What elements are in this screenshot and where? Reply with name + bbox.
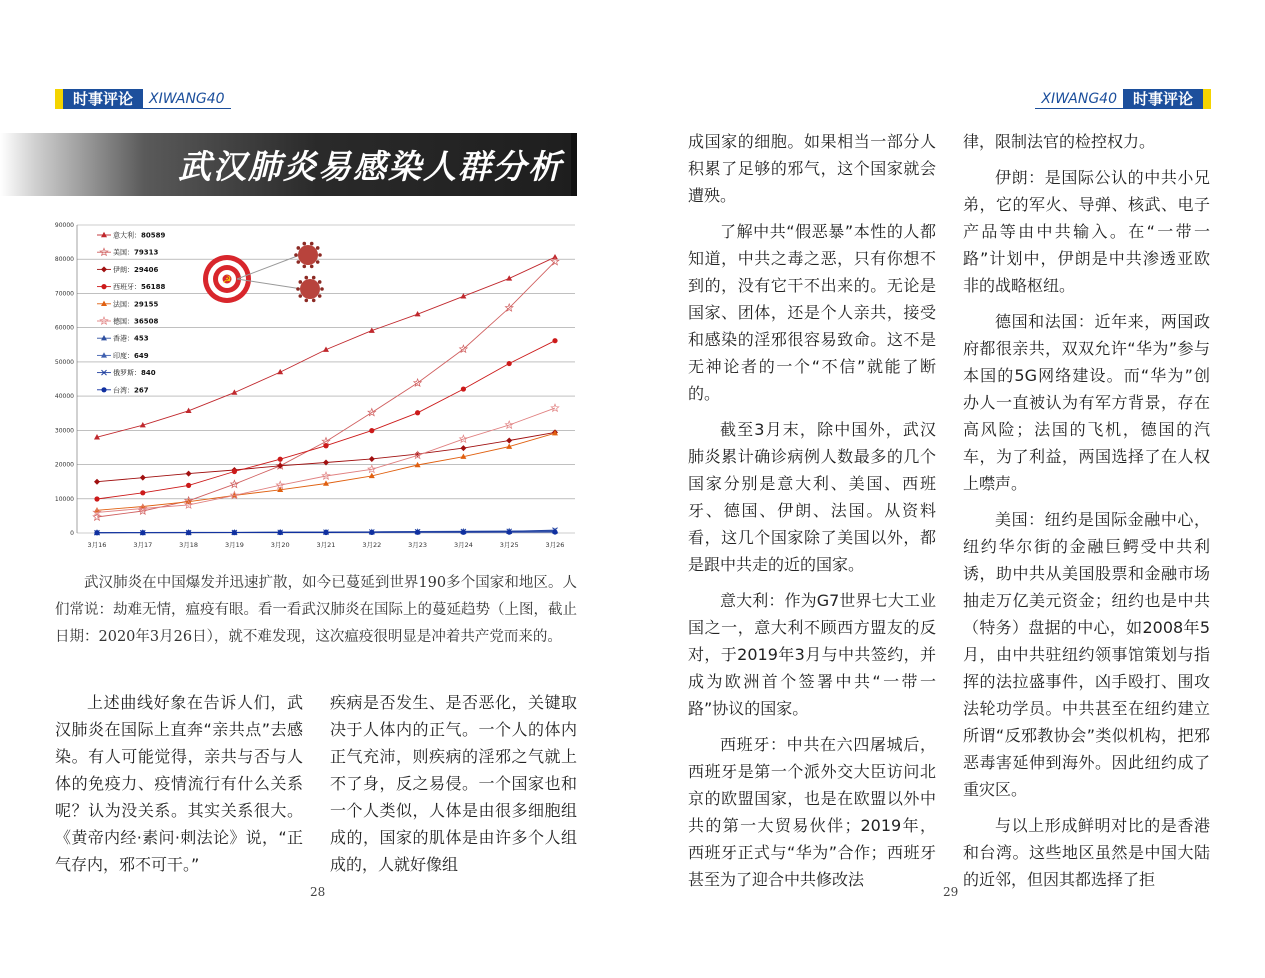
legend-label: 香港：453	[113, 334, 149, 343]
section-label: 时事评论	[1123, 89, 1203, 109]
legend-label: 德国：36508	[113, 317, 159, 326]
virus-spike	[318, 280, 322, 284]
data-point	[552, 338, 557, 343]
paragraph: 德国和法国：近年来，两国政府都很亲共，双双允许“华为”参与本国的5G网络建设。而“华为”创办人一直被认为有军方背景，存在高风险；法国的飞机，德国的汽车，为了利益，两国选择了在人权上噤声。	[963, 312, 1210, 493]
y-tick-label: 70000	[55, 290, 74, 298]
series-line	[97, 262, 555, 517]
data-point	[101, 335, 107, 340]
section-header-right	[1035, 88, 1211, 110]
x-tick-label: 3月19	[224, 541, 244, 549]
legend-label: 法国：29155	[113, 300, 159, 309]
x-tick-label: 3月23	[408, 541, 428, 549]
paragraph: 意大利：作为G7世界七大工业国之一，意大利不顾西方盟友的反对，于2019年3月与中共签约，并成为欧洲首个签署中共“一带一路”协议的国家。	[688, 591, 936, 718]
paragraph: 美国：纽约是国际金融中心，纽约华尔街的金融巨鳄受中共利诱，助中共从美国股票和金融市场抽走万亿美元资金；纽约也是中共（特务）盘据的中心，如2008年5月，由中共驻纽约领事馆策划与指挥的法拉盛事件，凶手殴打、围攻法轮功学员。中共甚至在纽约建立所谓“反邪教协会”类似机构，把邪恶毒害延伸到海外。因此纽约成了重灾区。	[963, 510, 1210, 799]
y-tick-label: 80000	[55, 256, 74, 264]
text-column-1	[55, 689, 303, 887]
data-point	[369, 428, 374, 433]
virus-spike	[302, 265, 306, 269]
paragraph: 上述曲线好象在告诉人们，武汉肺炎在国际上直奔“亲共点”去感染。有人可能觉得，亲共与否与人体的免疫力、疫情流行有什么关系呢？认为没关系。其实关系很大。《黄帝内经·素问·刺法论》说，“正气存内，邪不可干。”	[55, 693, 303, 874]
data-point	[415, 530, 420, 535]
virus-spike	[304, 299, 308, 303]
data-point	[140, 475, 146, 481]
paragraph: 伊朗：是国际公认的中共小兄弟，它的军火、导弹、核武、电子产品等由中共输入。在“一带一路”计划中，伊朗是中共渗透亚欧非的战略枢纽。	[963, 168, 1210, 295]
x-tick-label: 3月21	[316, 541, 336, 549]
paragraph: 与以上形成鲜明对比的是香港和台湾。这些地区虽然是中国大陆的近邻，但因其都选择了拒	[963, 816, 1210, 889]
paragraph: 西班牙：中共在六四屠城后，西班牙是第一个派外交大臣访问北京的欧盟国家，也是在欧盟以外中共的第一大贸易伙伴；2019年，西班牙正式与“华为”合作；西班牙甚至为了迎合中共修改法	[688, 735, 936, 889]
y-tick-label: 50000	[55, 358, 74, 366]
paragraph: 疾病是否发生、是否恶化，关键取决于人体内的正气。一个人的体内正气充沛，则疾病的淫邪之气就上不了身，反之易侵。一个国家也和一个人类似，人体是由很多细胞组成的，国家的肌体是由许多个人组成的，人就好像组	[330, 693, 577, 874]
legend-label: 意大利：80589	[113, 231, 166, 240]
y-tick-label: 40000	[55, 393, 74, 401]
data-point	[101, 387, 106, 392]
data-point	[278, 457, 283, 462]
virus-spike	[302, 242, 306, 246]
data-point	[506, 438, 512, 444]
legend-label: 台湾：267	[113, 386, 149, 395]
virus-spike	[298, 294, 302, 298]
virus-spike	[312, 276, 316, 280]
data-point	[460, 445, 466, 451]
data-point	[101, 284, 106, 289]
magazine-code: XIWANG40	[143, 90, 231, 109]
data-point	[94, 530, 99, 535]
virus-icon	[298, 245, 318, 265]
header-accent-bar	[55, 89, 63, 109]
legend-label: 西班牙：56188	[113, 283, 166, 292]
article-title-band	[0, 133, 577, 196]
data-point	[101, 232, 107, 237]
virus-spike	[320, 287, 324, 291]
virus-spike	[304, 276, 308, 280]
section-header-left	[55, 88, 231, 110]
virus-spike	[310, 242, 314, 246]
x-tick-label: 3月25	[499, 541, 519, 549]
legend-label: 俄罗斯：840	[113, 369, 156, 378]
title-band-edge	[571, 133, 577, 196]
data-point	[506, 275, 512, 280]
data-point	[461, 530, 466, 535]
paragraph: 截至3月末，除中国外，武汉肺炎累计确诊病例人数最多的几个国家分别是意大利、美国、西班牙、德国、伊朗、法国。从资料看，这几个国家除了美国以外，都是跟中共走的近的国家。	[688, 420, 936, 574]
header-accent-bar	[1203, 89, 1211, 109]
legend-label: 美国：79313	[113, 248, 159, 257]
virus-spike	[318, 253, 322, 257]
virus-spike	[312, 299, 316, 303]
data-point	[507, 530, 512, 535]
data-point	[101, 301, 107, 306]
data-point	[323, 530, 328, 535]
chart-svg	[55, 215, 580, 560]
covid-case-line-chart	[55, 215, 580, 560]
virus-icon	[300, 279, 320, 299]
y-tick-label: 0	[70, 530, 74, 537]
virus-spike	[298, 280, 302, 284]
y-tick-label: 20000	[55, 461, 74, 469]
x-tick-label: 3月26	[545, 541, 565, 549]
data-point	[186, 471, 192, 477]
text-column-2	[330, 689, 577, 887]
intro-paragraph: 武汉肺炎在中国爆发并迅速扩散，如今已蔓延到世界190多个国家和地区。人们常说：劫难无情，瘟疫有眼。看一看武汉肺炎在国际上的蔓延趋势（上图，截止日期：2020年3月26日），就不难发现，这次瘟疫很明显是冲着共产党而来的。	[55, 575, 577, 645]
data-point	[551, 404, 559, 411]
data-point	[461, 386, 466, 391]
data-point	[186, 530, 191, 535]
data-point	[101, 266, 107, 272]
hammer-sickle-icon: ☭	[222, 275, 232, 286]
x-tick-label: 3月22	[362, 541, 382, 549]
data-point	[415, 410, 420, 415]
x-tick-label: 3月16	[87, 541, 107, 549]
x-tick-label: 3月20	[270, 541, 290, 549]
y-tick-label: 60000	[55, 324, 74, 332]
data-point	[323, 443, 328, 448]
data-point	[369, 530, 374, 535]
data-point	[552, 529, 557, 534]
virus-spike	[294, 253, 298, 257]
data-point	[278, 530, 283, 535]
data-point	[369, 456, 375, 462]
page-number-left: 28	[310, 885, 326, 899]
virus-spike	[296, 287, 300, 291]
data-point	[277, 369, 283, 374]
text-column-4	[963, 128, 1210, 902]
magazine-code: XIWANG40	[1035, 90, 1123, 109]
legend-label: 伊朗：29406	[113, 265, 159, 274]
text-column-3	[688, 128, 936, 902]
x-tick-label: 3月18	[179, 541, 199, 549]
paragraph: 律，限制法官的检控权力。	[963, 132, 1156, 151]
y-tick-label: 90000	[55, 222, 74, 229]
paragraph: 了解中共“假恶暴”本性的人都知道，中共之毒之恶，只有你想不到的，没有它干不出来的。无论是国家、团体，还是个人亲共，接受和感染的淫邪很容易致命。这不是无神论者的一个“不信”就能了断的。	[688, 222, 936, 403]
data-point	[140, 530, 145, 535]
y-tick-label: 30000	[55, 427, 74, 435]
data-point	[232, 530, 237, 535]
page-number-right: 29	[943, 885, 959, 899]
virus-spike	[310, 265, 314, 269]
x-tick-label: 3月24	[453, 541, 473, 549]
legend-label: 印度：649	[113, 351, 149, 360]
virus-spike	[316, 246, 320, 250]
data-point	[94, 496, 99, 501]
virus-spike	[318, 294, 322, 298]
article-title: 武汉肺炎易感染人群分析	[178, 147, 563, 186]
data-point	[186, 483, 191, 488]
data-point	[140, 490, 145, 495]
virus-spike	[296, 260, 300, 264]
section-label: 时事评论	[63, 89, 143, 109]
data-point	[507, 361, 512, 366]
data-point	[94, 479, 100, 485]
virus-spike	[296, 246, 300, 250]
virus-spike	[316, 260, 320, 264]
data-point	[232, 469, 237, 474]
data-point	[101, 352, 107, 357]
x-tick-label: 3月17	[133, 541, 153, 549]
y-tick-label: 10000	[55, 495, 74, 503]
series-line	[97, 432, 555, 481]
paragraph: 成国家的细胞。如果相当一部分人积累了足够的邪气，这个国家就会遭殃。	[688, 132, 936, 205]
